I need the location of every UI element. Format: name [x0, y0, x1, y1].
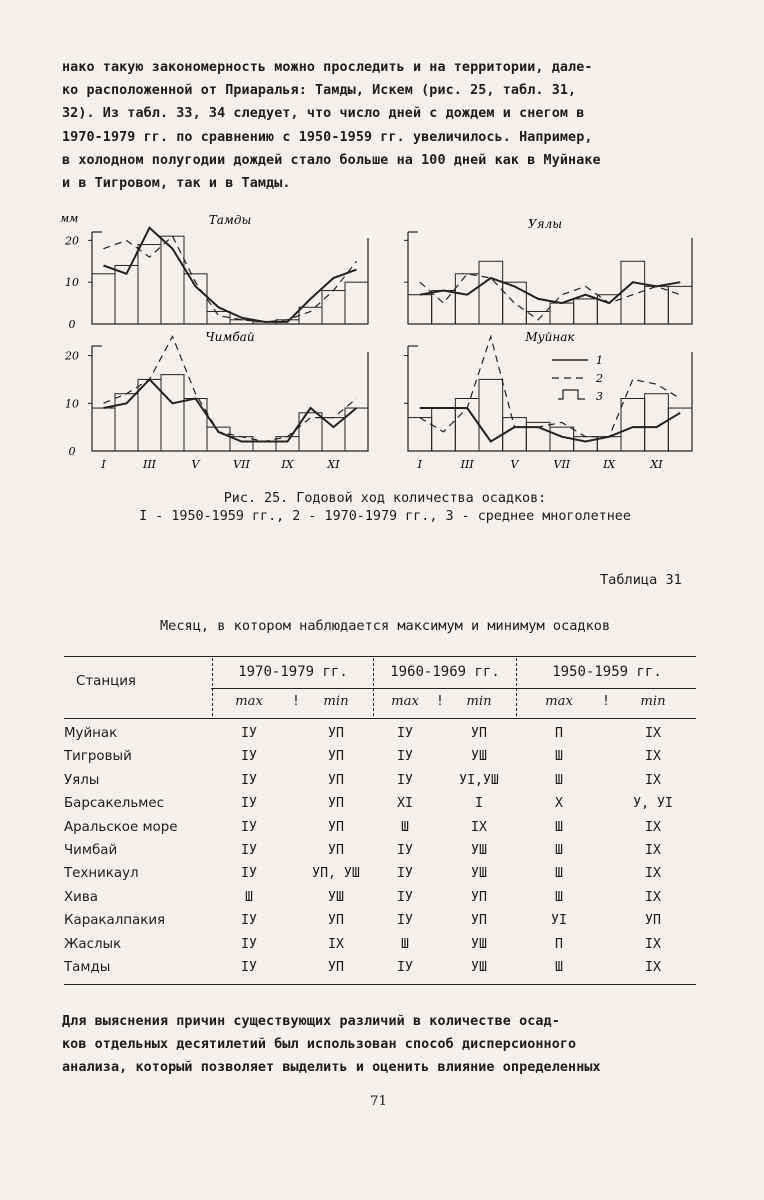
table-period-rule [211, 688, 696, 689]
max-month-cell: IУ [241, 796, 257, 812]
max-month-cell: Ш [555, 866, 563, 882]
panel-title: Чимбай [205, 330, 255, 344]
x-tick-label: V [510, 458, 519, 471]
legend-label: 3 [596, 390, 603, 403]
min-month-cell: УП [328, 796, 344, 812]
min-month-cell: УП [471, 889, 487, 905]
intro-line: и в Тигровом, так и в Тамды. [62, 176, 291, 192]
min-month-cell: УП [471, 726, 487, 741]
max-month-cell: XI [397, 796, 413, 812]
bar [503, 418, 527, 451]
min-month-cell: УШ [471, 960, 487, 975]
max-month-cell: Ш [245, 889, 253, 905]
station-name: Тигровый [64, 749, 132, 765]
y-tick-label: 10 [65, 397, 79, 411]
y-tick-label: 20 [65, 349, 79, 363]
max-month-cell: IУ [397, 772, 413, 788]
min-month-cell: УШ [471, 749, 487, 765]
min-month-cell: УП [328, 726, 344, 741]
closing-line: Для выяснения причин существующих различий в количестве осад- [62, 1014, 560, 1029]
min-month-cell: УШ [471, 936, 487, 952]
max-month-cell: IУ [241, 913, 257, 929]
bar [408, 295, 432, 324]
chart-panel [404, 217, 692, 324]
bar [299, 307, 322, 324]
station-name: Барсакельмес [64, 796, 164, 812]
min-month-cell: IX [645, 889, 661, 905]
intro-line: нако такую закономерность можно проследить и на территории, дале- [62, 60, 593, 75]
bar [138, 379, 161, 451]
station-name: Аральское море [64, 819, 178, 835]
bar [92, 274, 115, 324]
max-month-cell: X [555, 796, 563, 812]
intro-line: в холодном полугодии дождей стало больше на 100 дней как в Муйнаке [62, 152, 601, 168]
min-month-cell: УП [328, 819, 344, 835]
min-month-cell: УП [328, 843, 344, 858]
closing-line: анализа, который позволяет выделить и оценить влияние определенных [62, 1060, 601, 1076]
table-divider [516, 658, 517, 716]
x-tick-label: III [460, 458, 474, 471]
min-header: min [640, 694, 666, 709]
period-header: 1970-1979 гг. [238, 664, 348, 680]
table-header-rule [64, 718, 696, 719]
max-month-cell: IУ [241, 866, 257, 882]
min-month-cell: УП [328, 749, 344, 765]
max-month-cell: IУ [241, 749, 257, 765]
closing-paragraph [62, 1010, 696, 1080]
max-month-cell: IУ [397, 913, 413, 929]
panel-title: Муйнак [525, 330, 575, 344]
period-header: 1960-1969 гг. [390, 664, 500, 680]
x-tick-label: VII [553, 458, 571, 471]
period-header: 1950-1959 гг. [552, 664, 662, 680]
max-month-cell: IУ [241, 843, 257, 858]
min-month-cell: УП [645, 913, 661, 929]
min-header: min [466, 694, 492, 709]
bar [322, 291, 345, 324]
bar [432, 408, 456, 451]
bar [550, 303, 574, 324]
legend-label: 2 [596, 372, 603, 385]
intro-line: ко расположенной от Приаралья: Тамды, Искем (рис. 25, табл. 31, [62, 83, 577, 99]
max-month-cell: IУ [397, 843, 413, 858]
y-tick-label: 0 [68, 318, 76, 331]
max-month-cell: IУ [397, 866, 413, 882]
bar [345, 282, 368, 324]
closing-line: ков отдельных десятилетий был использован способ дисперсионного [62, 1037, 577, 1053]
x-tick-label: IX [281, 458, 294, 471]
table-top-rule [64, 656, 696, 657]
series-line-2 [420, 337, 680, 437]
bar [503, 282, 527, 324]
min-month-cell: IX [645, 960, 661, 975]
table-divider [212, 658, 213, 716]
max-month-cell: П [555, 936, 563, 952]
unit-label: мм [60, 212, 79, 225]
min-month-cell: УI,УШ [459, 772, 499, 788]
min-month-cell: УШ [328, 889, 344, 905]
figure-caption-line1: Рис. 25. Годовой ход количества осадков: [223, 491, 547, 506]
max-month-cell: IУ [397, 749, 413, 765]
min-month-cell: У, УI [633, 796, 673, 812]
max-header: max [545, 694, 573, 709]
bar [207, 311, 230, 324]
min-month-cell: УШ [471, 866, 487, 882]
x-tick-label: IX [603, 458, 616, 471]
bar [408, 418, 432, 451]
max-month-cell: IУ [241, 772, 257, 788]
bar [161, 375, 184, 451]
max-month-cell: Ш [555, 843, 563, 858]
bar [668, 408, 692, 451]
min-month-cell: I [475, 796, 483, 812]
max-month-cell: IУ [241, 936, 257, 952]
min-month-cell: IX [328, 936, 344, 952]
chart-panel [64, 330, 368, 471]
min-month-cell: УП [328, 913, 344, 929]
min-month-cell: УП, УШ [312, 866, 360, 882]
bar [322, 418, 345, 451]
x-tick-label: V [191, 458, 200, 471]
series-line-1 [420, 278, 680, 303]
bar [621, 399, 645, 452]
x-tick-label: XI [650, 458, 663, 471]
max-month-cell: IУ [397, 726, 413, 741]
bar [432, 291, 456, 324]
station-name: Жаслык [64, 936, 122, 952]
station-name: Муйнак [64, 726, 118, 741]
legend-label: 1 [596, 354, 603, 367]
max-month-cell: IУ [241, 726, 257, 741]
figure-legend [552, 354, 603, 403]
station-name: Хива [64, 889, 98, 905]
series-line-1 [104, 228, 357, 322]
min-month-cell: IX [645, 749, 661, 765]
min-month-cell: УП [471, 913, 487, 929]
y-tick-label: 0 [68, 445, 76, 458]
x-tick-label: III [142, 458, 157, 471]
min-month-cell: IX [645, 772, 661, 788]
figure-caption-line2: I - 1950-1959 гг., 2 - 1970-1979 гг., 3 - среднее многолетнее [139, 509, 631, 524]
min-month-cell: IX [645, 843, 661, 858]
max-month-cell: IУ [397, 889, 413, 905]
bar [92, 408, 115, 451]
intro-paragraph [62, 56, 696, 195]
bar [574, 299, 598, 324]
legend-bar-icon [558, 390, 585, 399]
station-header: Станция [76, 674, 136, 689]
min-month-cell: УШ [471, 843, 487, 858]
header-tick: ! [602, 694, 610, 709]
max-month-cell: Ш [555, 772, 563, 788]
x-tick-label: XI [327, 458, 340, 471]
intro-line: 32). Из табл. 33, 34 следует, что число дней с дождем и снегом в [62, 106, 585, 122]
y-tick-label: 20 [65, 234, 79, 248]
intro-line: 1970-1979 гг. по сравнению с 1950-1959 гг. увеличилось. Например, [62, 129, 593, 145]
series-line-2 [104, 236, 357, 322]
bar [668, 286, 692, 324]
max-month-cell: УI [551, 913, 567, 929]
table-title: Месяц, в котором наблюдается максимум и минимум осадков [160, 618, 611, 634]
min-month-cell: IX [471, 819, 487, 835]
precipitation-figure [40, 200, 720, 490]
min-month-cell: IX [645, 819, 661, 835]
chart-panel [64, 213, 368, 331]
axis-frame [92, 232, 368, 324]
max-month-cell: IУ [397, 960, 413, 975]
bar [621, 261, 645, 324]
x-tick-label: I [417, 458, 423, 471]
bar [645, 286, 669, 324]
max-month-cell: Ш [555, 819, 563, 835]
x-tick-label: I [101, 458, 106, 471]
max-month-cell: Ш [555, 889, 563, 905]
max-month-cell: Ш [555, 960, 563, 975]
station-name: Тамды [64, 960, 111, 975]
page-number: 71 [370, 1094, 388, 1109]
max-header: max [235, 694, 263, 709]
panel-title: Уялы [527, 217, 563, 231]
max-month-cell: Ш [555, 749, 563, 765]
table-bottom-rule [64, 984, 696, 985]
station-name: Техникаул [64, 866, 139, 882]
max-month-cell: П [555, 726, 563, 741]
station-name: Каракалпакия [64, 913, 166, 929]
min-month-cell: УП [328, 772, 344, 788]
max-month-cell: IУ [241, 960, 257, 975]
max-month-cell: Ш [401, 819, 409, 835]
bar [455, 274, 479, 324]
station-name: Уялы [64, 772, 100, 788]
bar [479, 261, 503, 324]
max-month-cell: Ш [401, 936, 409, 952]
max-header: max [391, 694, 419, 709]
y-tick-label: 10 [65, 276, 79, 290]
station-name: Чимбай [64, 843, 118, 858]
header-tick: ! [436, 694, 444, 709]
header-tick: ! [292, 694, 300, 709]
bar [184, 399, 207, 452]
min-month-cell: IX [645, 936, 661, 952]
min-header: min [323, 694, 349, 709]
panel-title: Тамды [208, 213, 252, 227]
x-tick-label: VII [233, 458, 250, 471]
min-month-cell: УП [328, 960, 344, 975]
min-month-cell: IX [645, 866, 661, 882]
min-month-cell: IX [645, 726, 661, 741]
table-number: Таблица 31 [600, 572, 682, 588]
table-divider [373, 658, 374, 716]
bar [253, 441, 276, 451]
max-month-cell: IУ [241, 819, 257, 835]
chart-panel [404, 330, 692, 471]
